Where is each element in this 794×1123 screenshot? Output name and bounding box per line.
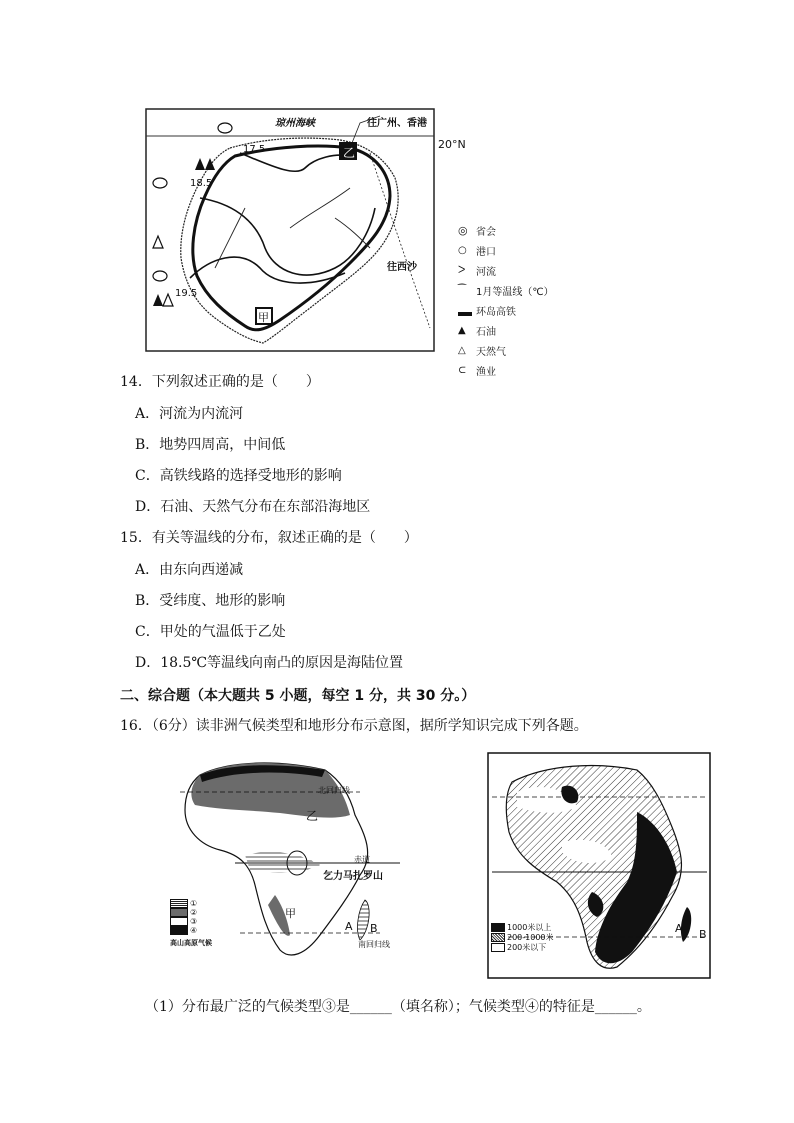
- hainan-map: [145, 108, 445, 353]
- legend-label: 1月等温线（℃）: [476, 286, 554, 298]
- climate-point-yi: 乙: [306, 809, 319, 823]
- legend-label: 1000米以上: [507, 922, 552, 932]
- question-15-stem: 15．有关等温线的分布，叙述正确的是（ ）: [120, 530, 418, 546]
- tropic-south-label: 南回归线: [358, 940, 390, 949]
- q15-option-d: D．18.5℃等温线向南凸的原因是海陆位置: [135, 655, 404, 671]
- legend-label: 天然气: [476, 346, 506, 358]
- gas-icon: △: [458, 344, 466, 356]
- q14-option-c: C．高铁线路的选择受地形的影响: [135, 468, 342, 484]
- point-jia-label: 甲: [258, 311, 269, 324]
- river-icon: ᐳ: [458, 264, 466, 276]
- point-yi-label: 乙: [343, 146, 356, 160]
- railway-icon: [458, 301, 476, 320]
- sub-question-1: （1）分布最广泛的气候类型③是______（填名称）；气候类型④的特征是______。: [145, 999, 651, 1015]
- oil-icon: ▲: [458, 324, 466, 336]
- fishery-icon: ⊂: [458, 364, 467, 376]
- q14-option-b: B．地势四周高，中间低: [135, 437, 286, 453]
- africa-terrain-map: [487, 752, 712, 980]
- legend-item: [491, 942, 554, 952]
- fishery-icon: [153, 271, 167, 281]
- q14-option-a: A．河流为内流河: [135, 406, 244, 422]
- legend-label: ④: [190, 926, 198, 935]
- kilimanjaro-label: 乞力马扎罗山: [323, 871, 383, 882]
- q15-option-a: A．由东向西递减: [135, 562, 244, 578]
- fishery-icon: [153, 178, 167, 188]
- to-xisha-label: 往西沙: [387, 262, 417, 273]
- legend-item: [458, 240, 598, 260]
- q14-option-d: D．石油、天然气分布在东部沿海地区: [135, 499, 371, 515]
- oil-icon: [195, 158, 205, 170]
- highland-legend-label: 高山高原气候: [170, 939, 212, 947]
- legend-item: [491, 922, 554, 932]
- terrain-legend: [491, 922, 554, 952]
- legend-item: [458, 340, 598, 360]
- latitude-label: 20°N: [438, 138, 466, 151]
- legend-label: ①: [190, 899, 198, 908]
- legend-label: ③: [190, 917, 198, 926]
- legend-item: [458, 220, 598, 240]
- legend-label: ②: [190, 908, 198, 917]
- iso-17-5-label: 17.5: [243, 144, 266, 155]
- gas-icon: [153, 236, 163, 248]
- climate-point-jia: 甲: [285, 907, 296, 920]
- terrain-point-b: B: [699, 928, 707, 941]
- africa-climate-map: [160, 755, 410, 965]
- legend-label: 石油: [476, 326, 496, 338]
- legend-item: [458, 320, 598, 340]
- legend-item: [170, 926, 212, 935]
- legend-item: [458, 260, 598, 280]
- legend-item: [170, 899, 212, 908]
- legend-label: 200米以下: [507, 942, 547, 952]
- equator-label: 赤道: [354, 855, 370, 864]
- legend-item: [170, 917, 212, 926]
- legend-label: 港口: [476, 246, 496, 258]
- legend-item: [491, 932, 554, 942]
- legend-item: [458, 360, 598, 380]
- terrain-point-a: A: [675, 922, 683, 935]
- legend-label: 省会: [476, 226, 496, 238]
- oil-icon: [153, 294, 163, 306]
- tropic-north-label: 北回归线: [318, 786, 350, 795]
- climate-legend: [170, 899, 212, 948]
- hainan-map-svg: [145, 108, 445, 353]
- legend-item: [458, 280, 598, 300]
- iso-19-5-label: 19.5: [175, 288, 198, 299]
- question-14-stem: 14．下列叙述正确的是（ ）: [120, 374, 320, 390]
- legend-label: 环岛高铁: [476, 306, 516, 318]
- fishery-icon: [218, 123, 232, 133]
- iso-18-5-label: 18.5: [190, 178, 213, 189]
- section-title: 二、综合题（本大题共 5 小题，每空 1 分，共 30 分。）: [120, 688, 476, 704]
- legend-label: 200-1000米: [507, 932, 554, 942]
- climate-point-a: A: [345, 920, 353, 933]
- port-icon: ○: [458, 244, 467, 256]
- question-16-stem: 16．（6分）读非洲气候类型和地形分布示意图，据所学知识完成下列各题。: [120, 718, 588, 734]
- gas-icon: [163, 294, 173, 306]
- strait-label: 琼州海峡: [275, 118, 315, 129]
- legend-label: 河流: [476, 266, 496, 278]
- capital-icon: ◎: [458, 223, 468, 237]
- q15-option-b: B．受纬度、地形的影响: [135, 593, 286, 609]
- legend-label: 渔业: [476, 366, 496, 378]
- oil-icon: [205, 158, 215, 170]
- hainan-legend: [458, 220, 598, 380]
- climate-point-b: B: [370, 922, 378, 935]
- q15-option-c: C．甲处的气温低于乙处: [135, 624, 286, 640]
- legend-item: [458, 300, 598, 320]
- to-guangzhou-label: 往广州、香港: [367, 118, 427, 129]
- legend-item: [170, 908, 212, 917]
- isotherm-icon: ⁀: [458, 284, 467, 296]
